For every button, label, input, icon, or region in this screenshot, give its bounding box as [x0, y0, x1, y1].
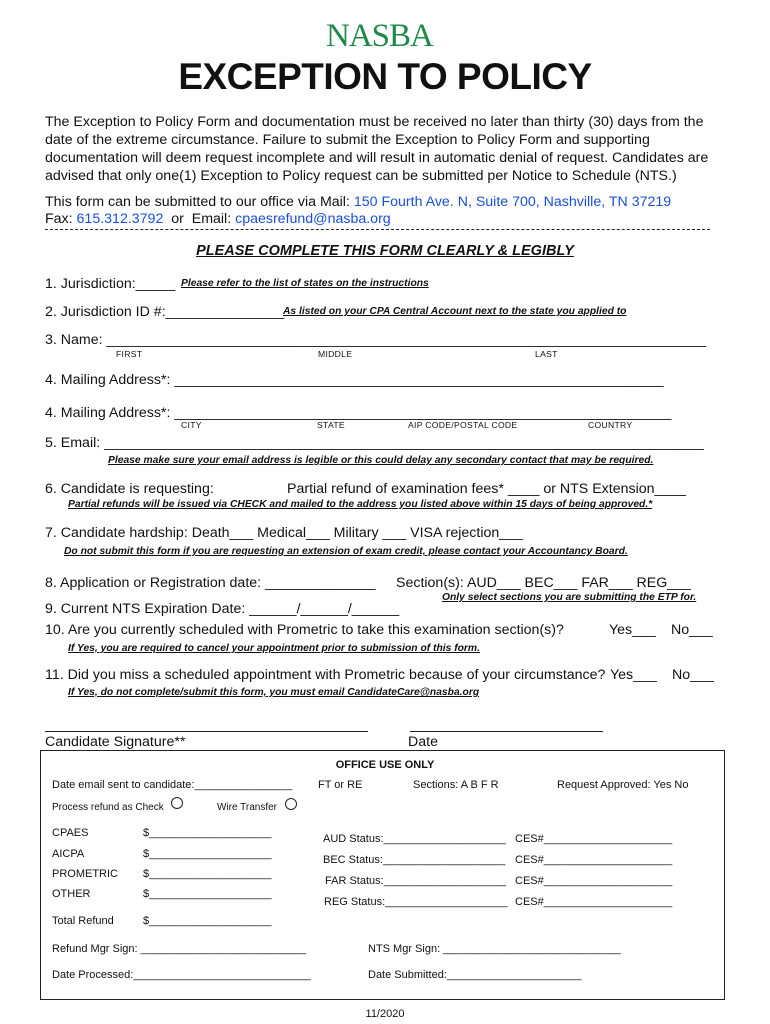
prometric-scheduled-note: If Yes, you are required to cancel your appointment prior to submission of this form. — [68, 643, 480, 654]
name-middle-label: MIDDLE — [318, 349, 353, 359]
refund-mgr-sign-field[interactable]: Refund Mgr Sign: ___________________________ — [52, 943, 306, 955]
total-refund-label: Total Refund — [52, 915, 114, 927]
bec-ces-field[interactable]: CES#_____________________ — [515, 854, 673, 866]
row-cpaes-label: CPAES — [52, 827, 89, 839]
prometric-scheduled-yes[interactable]: Yes___ — [609, 622, 656, 638]
refund-or-extension-field[interactable]: Partial refund of examination fees* ____ or NTS Extension____ — [287, 481, 687, 497]
address-zip-label: AIP CODE/POSTAL CODE — [408, 420, 518, 430]
mail-line — [45, 194, 671, 210]
sections-note: Only select sections you are submitting the ETP for. — [442, 592, 697, 603]
form-heading: PLEASE COMPLETE THIS FORM CLEARLY & LEGIBLY — [196, 243, 574, 259]
fax-email-line — [45, 211, 391, 227]
aud-ces-field[interactable]: CES#_____________________ — [515, 833, 673, 845]
jurisdiction-field[interactable]: 1. Jurisdiction:_____ — [45, 276, 176, 292]
far-status-field[interactable]: FAR Status:____________________ — [325, 875, 507, 887]
application-date-field[interactable]: 8. Application or Registration date: ______________ — [45, 575, 376, 591]
jurisdiction-note: Please refer to the list of states on the instructions — [181, 278, 429, 289]
mailing-address-field[interactable]: 4. Mailing Address*: ______________________________________________________________ — [45, 372, 664, 388]
prometric-scheduled-no[interactable]: No___ — [671, 622, 713, 638]
fax-number: 615.312.3792 — [76, 211, 164, 227]
nasba-logo: NASBA — [326, 18, 433, 54]
mail-label: This form can be submitted to our office via Mail: — [45, 194, 354, 210]
partial-refund-note: Partial refunds will be issued via CHECK and mailed to the address you listed above within 15 days of being approved.* — [68, 499, 653, 510]
candidate-requesting-label: 6. Candidate is requesting: — [45, 481, 214, 497]
missed-appointment-note: If Yes, do not complete/submit this form, you must email CandidateCare@nasba.org — [68, 687, 480, 698]
date-label: Date — [408, 734, 438, 750]
mailing-address-2-field[interactable]: 4. Mailing Address*: _______________________________________________________________ — [45, 405, 672, 421]
prometric-scheduled-question: 10. Are you currently scheduled with Prometric to take this examination section(s)? — [45, 622, 564, 638]
date-email-sent-field[interactable]: Date email sent to candidate:________________ — [52, 779, 293, 791]
reg-status-field[interactable]: REG Status:____________________ — [324, 896, 508, 908]
row-aicpa-value[interactable]: $____________________ — [143, 848, 272, 860]
hardship-note: Do not submit this form if you are requesting an extension of exam credit, please contact your Accountancy Board. — [64, 546, 628, 557]
missed-appointment-no[interactable]: No___ — [672, 667, 714, 683]
bec-status-field[interactable]: BEC Status:____________________ — [323, 854, 506, 866]
date-processed-field[interactable]: Date Processed:_____________________________ — [52, 969, 311, 981]
office-sections-field[interactable]: Sections: A B F R — [413, 779, 499, 791]
name-last-label: LAST — [535, 349, 558, 359]
jurisdiction-id-note: As listed on your CPA Central Account next to the state you applied to — [283, 306, 627, 317]
row-other-value[interactable]: $____________________ — [143, 888, 272, 900]
row-aicpa-label: AICPA — [52, 848, 85, 860]
row-prometric-value[interactable]: $____________________ — [143, 868, 272, 880]
sections-field[interactable]: Section(s): AUD___ BEC___ FAR___ REG___ — [396, 575, 691, 591]
name-first-label: FIRST — [116, 349, 143, 359]
ft-re-field[interactable]: FT or RE — [318, 779, 363, 791]
address-city-label: CITY — [181, 420, 202, 430]
request-approved-field[interactable]: Request Approved: Yes No — [557, 779, 689, 791]
email-label: or Email: — [163, 211, 236, 227]
missed-appointment-yes[interactable]: Yes___ — [610, 667, 657, 683]
candidate-signature-line[interactable] — [45, 731, 368, 732]
row-other-label: OTHER — [52, 888, 91, 900]
row-prometric-label: PROMETRIC — [52, 868, 118, 880]
mail-address: 150 Fourth Ave. N, Suite 700, Nashville, TN 37219 — [353, 194, 672, 210]
wire-transfer-radio[interactable] — [285, 798, 297, 810]
email-address[interactable]: cpaesrefund@nasba.org — [235, 211, 391, 227]
dashed-divider — [45, 229, 710, 230]
intro-paragraph: The Exception to Policy Form and documentation must be received no later than thirty (30) days from the date of the extreme circumstance. Failure to submit the Exception to Policy Form and supporting documentation will deem request incomplete and will result in automatic denial of request. Candidates are advised that only one(1) Exception to Policy request can be submitted per Notice to Schedule (NTS.) — [45, 114, 709, 184]
hardship-field[interactable]: 7. Candidate hardship: Death___ Medical___ Military ___ VISA rejection___ — [45, 525, 523, 541]
missed-appointment-question: 11. Did you miss a scheduled appointment with Prometric because of your circumstance? — [45, 667, 606, 683]
page-title: EXCEPTION TO POLICY — [178, 56, 592, 97]
nts-expiration-field[interactable]: 9. Current NTS Expiration Date: ______/______/______ — [45, 601, 400, 617]
check-radio[interactable] — [171, 797, 183, 809]
process-refund-check-label: Process refund as Check — [52, 802, 164, 813]
form-version-footer: 11/2020 — [365, 1008, 405, 1020]
jurisdiction-id-field[interactable]: 2. Jurisdiction ID #:_______________ — [45, 304, 284, 320]
reg-ces-field[interactable]: CES#_____________________ — [515, 896, 673, 908]
aud-status-field[interactable]: AUD Status:____________________ — [323, 833, 506, 845]
email-note: Please make sure your email address is legible or this could delay any secondary contact that may be required. — [108, 455, 654, 466]
fax-label: Fax: — [45, 211, 77, 227]
date-signature-line[interactable] — [410, 731, 603, 732]
address-country-label: COUNTRY — [588, 420, 633, 430]
nts-mgr-sign-field[interactable]: NTS Mgr Sign: _____________________________ — [368, 943, 621, 955]
row-cpaes-value[interactable]: $____________________ — [143, 827, 272, 839]
email-field[interactable]: 5. Email: ____________________________________________________________________________ — [45, 435, 704, 451]
date-submitted-field[interactable]: Date Submitted:______________________ — [368, 969, 582, 981]
office-use-title: OFFICE USE ONLY — [335, 759, 435, 771]
total-refund-value[interactable]: $____________________ — [143, 915, 272, 927]
name-field[interactable]: 3. Name: ____________________________________________________________________________ — [45, 332, 707, 348]
far-ces-field[interactable]: CES#_____________________ — [515, 875, 673, 887]
wire-transfer-label: Wire Transfer — [217, 802, 278, 813]
candidate-signature-label: Candidate Signature** — [45, 734, 186, 750]
address-state-label: STATE — [317, 420, 345, 430]
